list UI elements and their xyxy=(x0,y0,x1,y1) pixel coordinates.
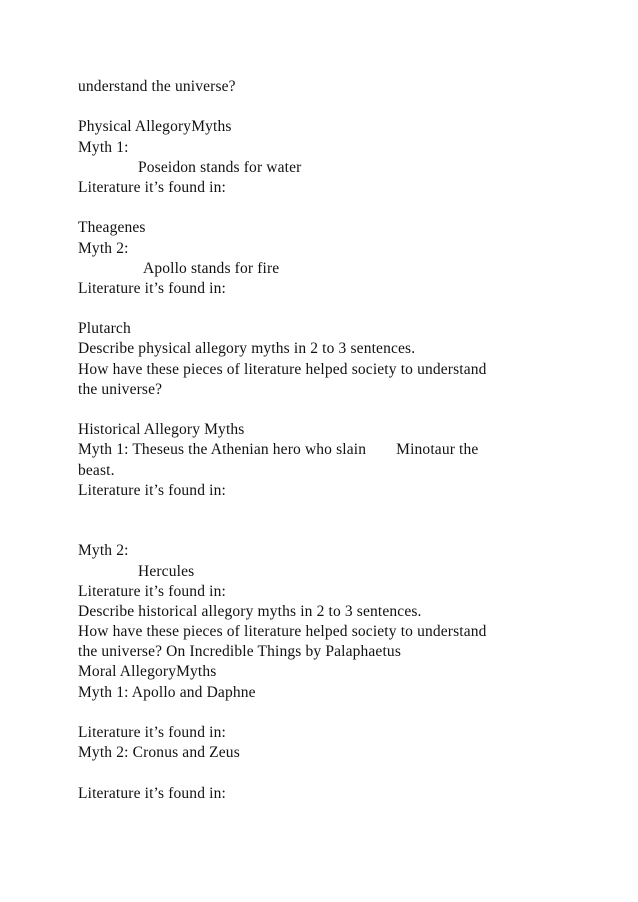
blank-line xyxy=(78,97,618,117)
text-line: Literature it’s found in: xyxy=(78,724,226,741)
text-line: Hercules xyxy=(138,562,195,580)
text-line: Apollo stands for fire xyxy=(143,259,280,277)
text-line: understand the universe? xyxy=(78,78,236,95)
blank-line xyxy=(78,763,618,783)
text-line: Describe historical allegory myths in 2 to 3 sentences. xyxy=(78,602,422,620)
text-line: Poseidon stands for water xyxy=(138,158,302,176)
text-segment: Myth 1: Theseus the Athenian hero who slain xyxy=(78,441,367,459)
text-line: Literature it’s found in: xyxy=(78,582,226,600)
text-line: Literature it’s found in: xyxy=(78,279,226,297)
text-line: Myth 1: Apollo and Daphne xyxy=(78,683,256,701)
text-line: Literature it’s found in: xyxy=(78,178,226,196)
text-line: Literature it’s found in: xyxy=(78,481,226,499)
text-line: Describe physical allegory myths in 2 to 3 sentences. xyxy=(78,340,416,358)
blank-line xyxy=(78,521,618,541)
text-line: How have these pieces of literature helped society to understand xyxy=(78,623,487,641)
text-line: Myth 2: xyxy=(78,239,129,257)
section-heading-historical: Historical Allegory Myths xyxy=(78,421,245,439)
text-line xyxy=(78,440,618,460)
text-line: Myth 1: xyxy=(78,138,129,156)
blank-line xyxy=(78,400,618,420)
text-line: the universe? On Incredible Things by Palaphaetus xyxy=(78,643,402,661)
text-line: Literature it’s found in: xyxy=(78,784,226,802)
blank-line xyxy=(78,198,618,218)
text-segment: Minotaur the xyxy=(396,441,479,459)
text-line: How have these pieces of literature helped society to understand xyxy=(78,360,487,378)
blank-line xyxy=(78,501,618,521)
text-line: the universe? xyxy=(78,380,163,398)
text-line: beast. xyxy=(78,461,115,479)
text-line: Myth 2: xyxy=(78,542,129,560)
blank-line xyxy=(78,703,618,723)
document-text xyxy=(78,77,618,804)
blank-line xyxy=(78,299,618,319)
text-line: Myth 2: Cronus and Zeus xyxy=(78,744,240,762)
section-heading-moral: Moral AllegoryMyths xyxy=(78,663,217,681)
section-heading-physical: Physical AllegoryMyths xyxy=(78,118,232,136)
text-line: Theagenes xyxy=(78,219,146,237)
text-line: Plutarch xyxy=(78,320,131,338)
